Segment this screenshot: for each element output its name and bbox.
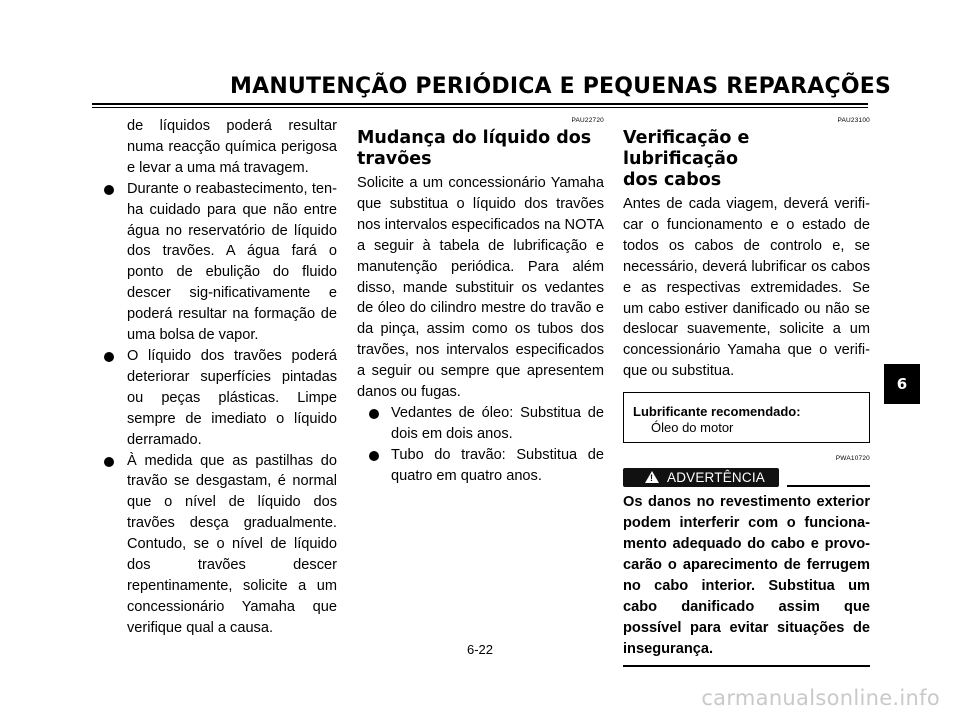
warning-rule — [787, 485, 870, 487]
list-item — [357, 403, 604, 445]
lubricant-value: Óleo do motor — [651, 420, 734, 436]
list-item — [95, 346, 337, 451]
section-code: PAU23100 — [837, 117, 870, 124]
section-heading-line: Verificação e lubrificação — [623, 128, 750, 169]
column-left — [95, 116, 337, 639]
column-middle — [357, 116, 604, 487]
list-item-text: Vedantes de óleo: Substitua de dois em dois anos. — [391, 404, 604, 442]
warning-text: Os danos no revestimento exterior podem interferir com o funciona-mento adequado do cabo e provo-carão o aparecimento de ferrugem no cabo interior. Substitua um cabo danificado assim que possível para evitar situações de insegurança. — [623, 494, 870, 657]
warning-label: ADVERTÊNCIA — [667, 470, 765, 486]
section-body: Solicite a um concessionário Yamaha que substitua o líquido dos travões nos intervalos especificados na NOTA a seguir à tabela de lubrificação e manutenção periódica. Para além disso, mande substituir os vedantes de óleo do cilindro mestre do travão e da pinça, assim como os tubos dos travões, nos intervalos especificados a seguir ou sempre que apresentem danos ou fugas. — [357, 175, 604, 401]
list-item — [95, 451, 337, 639]
bullet-icon — [369, 409, 379, 419]
chapter-tab: 6 — [884, 364, 920, 404]
section-heading — [357, 128, 604, 170]
warning-header — [623, 468, 870, 490]
page-title: MANUTENÇÃO PERIÓDICA E PEQUENAS REPARAÇÕES — [230, 74, 891, 99]
page-number: 6-22 — [466, 642, 494, 657]
section-heading-line: Mudança do líquido dos — [357, 128, 592, 148]
lubricant-box — [623, 392, 870, 443]
exclamation-icon: ! — [650, 473, 653, 484]
paragraph-continuation: de líquidos poderá resultar numa reacção química perigosa e levar a uma má travagem. — [127, 118, 337, 176]
lubricant-heading: Lubrificante recomendado: — [633, 404, 801, 420]
bullet-icon — [104, 457, 114, 467]
list-item-text: À medida que as pastilhas do travão se desgastam, é normal que o nível de líquido dos travões desça gradualmente. Contudo, se o nível de líquido dos travões descer repentinamente, solicite a um concessionário Yamaha que verifique qual a causa. — [127, 452, 337, 636]
section-heading — [623, 128, 870, 191]
header-rule — [92, 103, 868, 105]
bullet-icon — [104, 352, 114, 362]
list-item — [357, 445, 604, 487]
warning-end-rule — [623, 665, 870, 667]
column-right — [623, 116, 870, 667]
list-item-text: Durante o reabastecimento, ten-ha cuidado para que não entre água no reservatório de líquido dos travões. A água fará o ponto de ebulição do fluido descer sig-nificativamente e poderá resultar na formação de uma bolsa de vapor. — [127, 180, 337, 344]
section-heading-line: travões — [357, 149, 432, 169]
list-item-text: O líquido dos travões poderá deteriorar superfícies pintadas ou peças plásticas. Limpe sempre de imediato o líquido derramado. — [127, 347, 337, 448]
list-item — [95, 179, 337, 346]
section-heading-line: dos cabos — [623, 170, 722, 190]
section-body: Antes de cada viagem, deverá verifi-car o funcionamento e o estado de todos os cabos de controlo e, se necessário, deverá lubrificar os cabos e as respectivas extremidades. Se um cabo estiver danificado ou não se deslocar suavemente, solicite a um concessionário Yamaha que o verifi-que ou substitua. — [623, 196, 870, 380]
header-rule-thin — [92, 107, 868, 108]
watermark: carmanualsonline.info — [701, 686, 940, 710]
warning-code: PWA10720 — [835, 455, 870, 463]
warning-badge — [623, 468, 779, 487]
bullet-icon — [369, 451, 379, 461]
section-code: PAU22720 — [571, 117, 604, 124]
bullet-icon — [104, 185, 114, 195]
list-item-text: Tubo do travão: Substitua de quatro em quatro anos. — [391, 446, 604, 484]
